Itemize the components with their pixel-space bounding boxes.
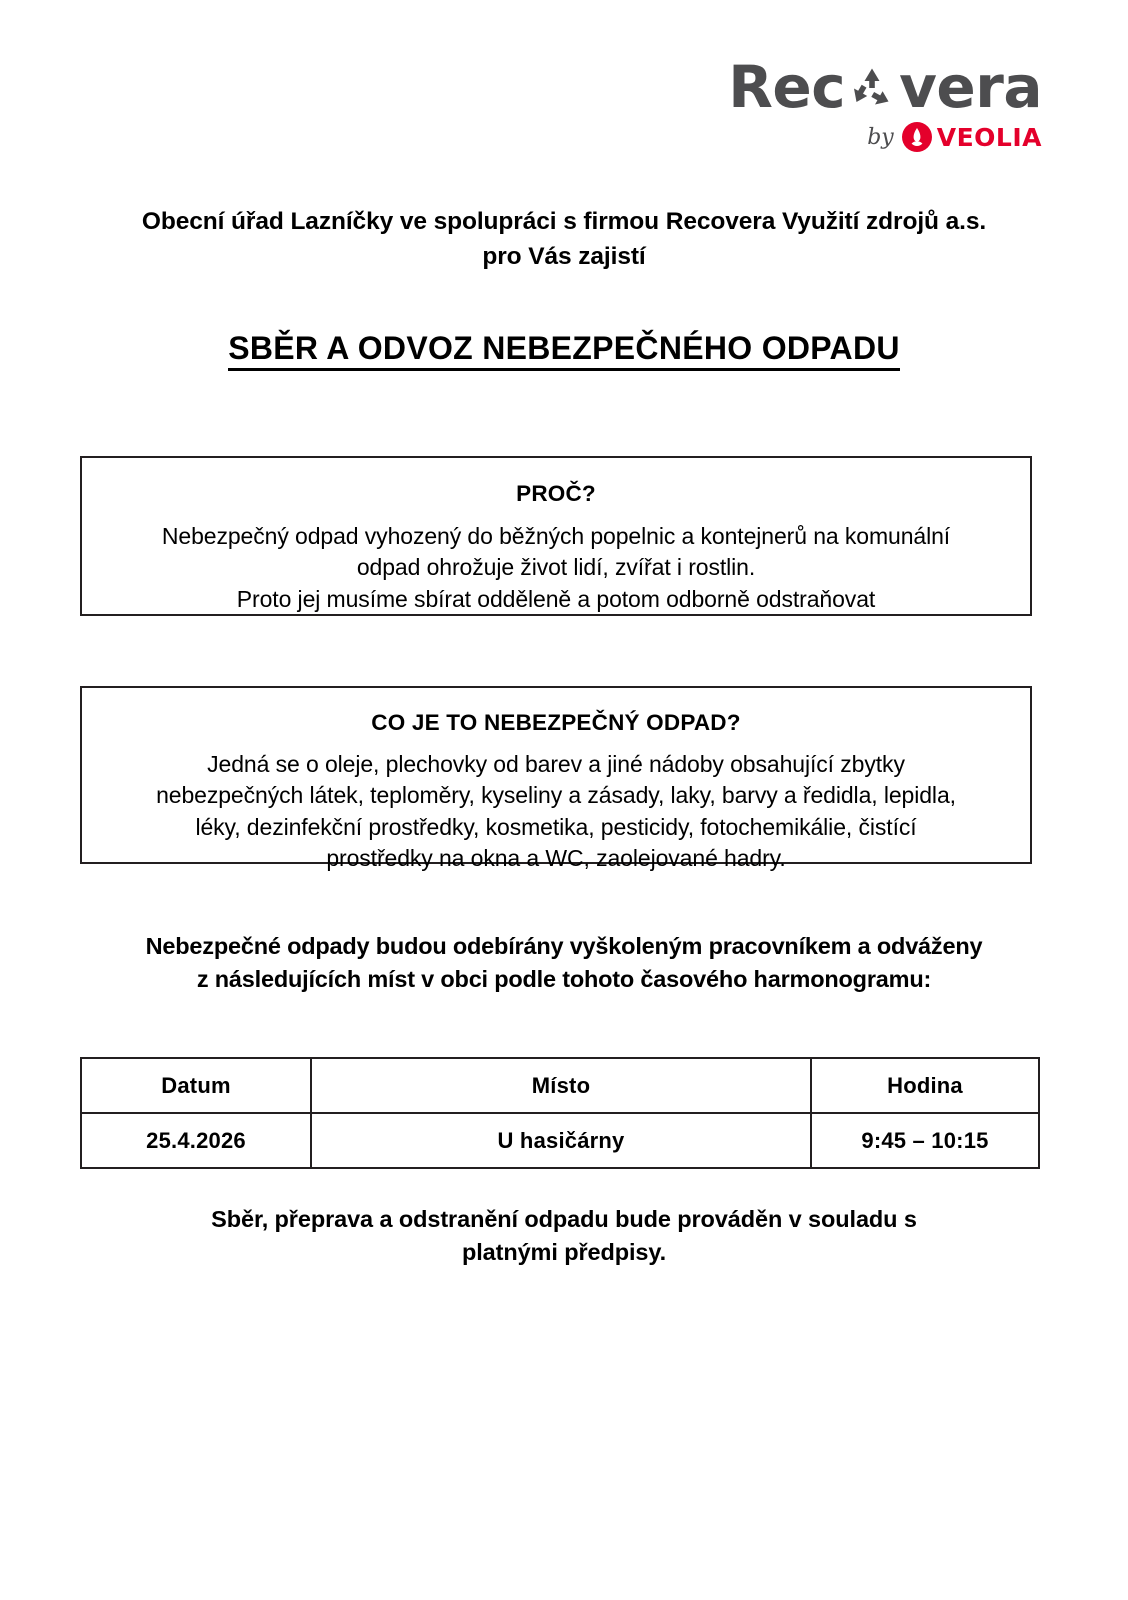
schedule-lead-line-2: z následujících míst v obci podle tohoto časového harmonogramu: <box>196 966 932 993</box>
page-title <box>64 330 1064 367</box>
why-box-heading: PROČ? <box>516 481 596 506</box>
why-box-body <box>82 521 1030 615</box>
veolia-byline <box>712 122 1042 152</box>
what-line-4: prostředky na okna a WC, zaolejované hadry. <box>326 844 786 871</box>
what-line-1: Jedná se o oleje, plechovky od barev a jiné nádoby obsahující zbytky <box>207 751 905 777</box>
schedule-lead-line-1: Nebezpečné odpady budou odebírány vyškoleným pracovníkem a odváženy <box>145 933 983 959</box>
wordmark-text-before: Rec <box>728 53 846 121</box>
what-line-2: nebezpečných látek, teploměry, kyseliny a zásady, laky, barvy a ředidla, lepidla, <box>156 782 956 809</box>
schedule-lead-paragraph <box>64 930 1064 997</box>
veolia-lockup <box>902 122 1042 152</box>
footer-note-line-1: Sběr, přeprava a odstranění odpadu bude prováděn v souladu s <box>211 1206 917 1232</box>
table-header-row <box>81 1058 1039 1113</box>
why-line-2: odpad ohrožuje život lidí, zvířat i rostlin. <box>356 554 756 581</box>
recovera-logo <box>712 53 1042 152</box>
wordmark-text-after: vera <box>899 53 1042 121</box>
why-box <box>80 456 1032 616</box>
recycle-arrows-icon <box>846 61 898 113</box>
veolia-wordmark: VEOLIA <box>936 122 1042 152</box>
page-title-text: SBĚR A ODVOZ NEBEZPEČNÉHO ODPADU <box>228 330 900 371</box>
header-cell-place: Místo <box>311 1058 811 1113</box>
table-row <box>81 1113 1039 1168</box>
why-line-3: Proto jej musíme sbírat odděleně a potom odborně odstraňovat <box>236 585 876 612</box>
header-cell-time: Hodina <box>811 1058 1039 1113</box>
footer-note <box>64 1203 1064 1270</box>
veolia-flame-icon <box>902 122 932 152</box>
header-cell-date: Datum <box>81 1058 311 1113</box>
intro-line-1: Obecní úřad Lazníčky ve spolupráci s firmou Recovera Využití zdrojů a.s. <box>141 208 987 235</box>
what-box-body <box>82 749 1030 874</box>
schedule-table <box>80 1057 1040 1169</box>
why-line-1: Nebezpečný odpad vyhozený do běžných popelnic a kontejnerů na komunální <box>161 523 951 549</box>
footer-note-line-2: platnými předpisy. <box>461 1239 667 1266</box>
cell-place: U hasičárny <box>311 1113 811 1168</box>
what-box-heading: CO JE TO NEBEZPEČNÝ ODPAD? <box>371 710 741 735</box>
recovera-wordmark <box>712 53 1042 121</box>
by-label: by <box>867 124 894 150</box>
cell-date: 25.4.2026 <box>81 1113 311 1168</box>
intro-line-2: pro Vás zajistí <box>482 242 646 270</box>
cell-time: 9:45 – 10:15 <box>811 1113 1039 1168</box>
what-box <box>80 686 1032 871</box>
intro-paragraph <box>64 205 1064 275</box>
what-line-3: léky, dezinfekční prostředky, kosmetika, pesticidy, fotochemikálie, čistící <box>195 813 917 840</box>
